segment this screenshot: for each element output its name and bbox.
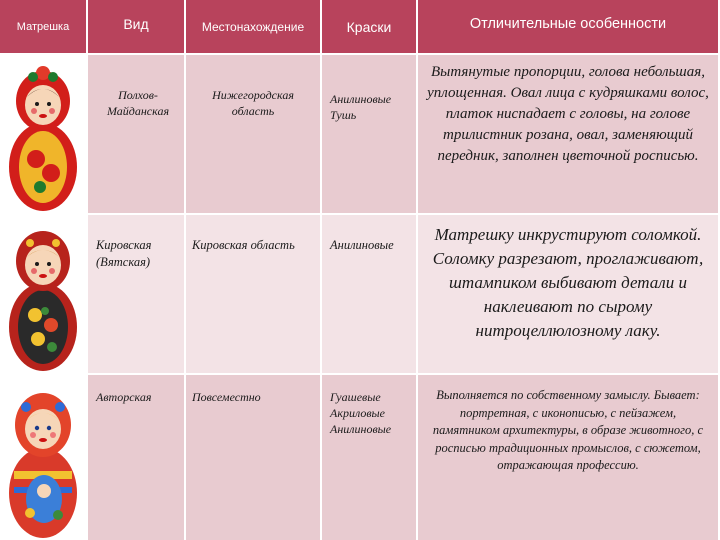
header-location: Местонахождение	[186, 0, 322, 55]
matryoshka-image	[0, 375, 86, 540]
row3-type: Авторская	[88, 375, 186, 540]
matryoshka-image	[0, 55, 86, 213]
header-features: Отличительные особенности	[418, 0, 720, 55]
header-type: Вид	[88, 0, 186, 55]
row1-type: Полхов- Майданская	[88, 55, 186, 215]
row2-features: Матрешку инкрустируют соломкой. Соломку разрезают, проглаживают, штампиком выбивают детали и наклеивают по сырому нитроцеллюлозному лаку.	[418, 215, 720, 375]
row1-paints: Анилиновые Тушь	[322, 55, 418, 215]
doll-image-kirov	[0, 215, 88, 375]
row1-features: Вытянутые пропорции, голова небольшая, уплощенная. Овал лица с кудряшками волос, платок ниспадает с головы, на голове трилистник розана, овал, заменяющий передник, заполнен цветочной росписью.	[418, 55, 720, 215]
matryoshka-image	[0, 215, 86, 373]
row3-location: Повсеместно	[186, 375, 322, 540]
row2-location: Кировская область	[186, 215, 322, 375]
doll-image-author	[0, 375, 88, 540]
header-doll: Матрешка	[0, 0, 88, 55]
doll-image-polkhov-maidan	[0, 55, 88, 215]
row3-features: Выполняется по собственному замыслу. Бывает: портретная, с иконописью, с пейзажем, памятником архитектуры, в образе животного, с росписью традиционных промыслов, с сюжетом, отражающая профессию.	[418, 375, 720, 540]
row1-location: Нижегородская область	[186, 55, 322, 215]
header-paints: Краски	[322, 0, 418, 55]
row2-type: Кировская (Вятская)	[88, 215, 186, 375]
row2-paints: Анилиновые	[322, 215, 418, 375]
row3-paints: Гуашевые Акриловые Анилиновые	[322, 375, 418, 540]
